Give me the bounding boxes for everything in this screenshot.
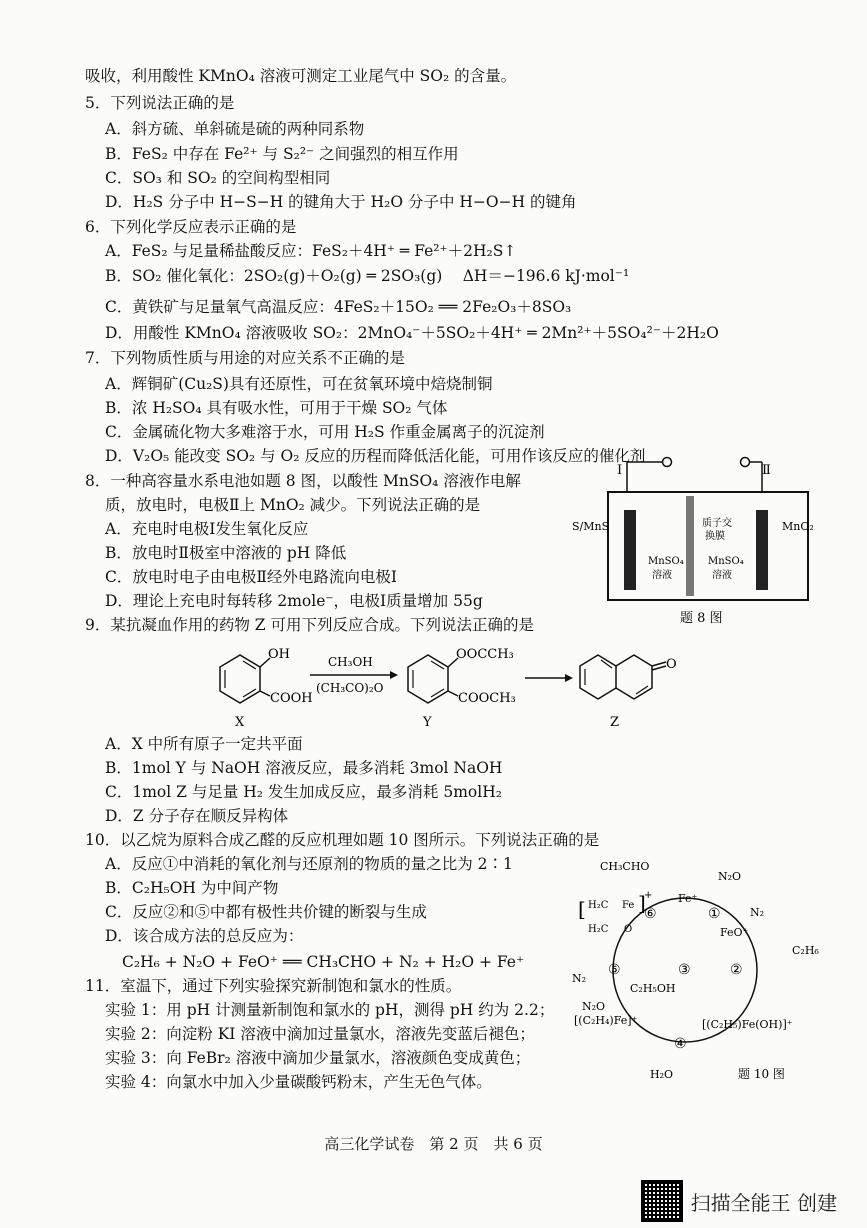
membrane-label-1: 质子交 [702, 518, 732, 529]
text-line-l12: A．辉铜矿(Cu₂S)具有还原性，可在贫氧环境中焙烧制铜 [105, 375, 493, 393]
right-electrode-label: MnO₂ [782, 520, 814, 533]
text-line-l31: D．该合成方法的总反应为： [105, 927, 304, 945]
text-line-l33: 11．室温下，通过下列实验探究新制饱和氯水的性质。 [85, 977, 462, 995]
text-line-l27: 10．以乙烷为原料合成乙醛的反应机理如题 10 图所示。下列说法正确的是 [85, 831, 600, 849]
compound-z-label: Z [610, 715, 620, 730]
mechanism-figure [570, 850, 835, 1090]
electrode-1-label: Ⅰ [617, 463, 623, 478]
ethane-label: C₂H₆ [792, 944, 819, 957]
fig8-caption: 题 8 图 [680, 611, 723, 626]
acetaldehyde-label: CH₃CHO [600, 860, 650, 873]
feo-plus-label: FeO⁺ [720, 926, 749, 939]
water-label: H₂O [650, 1068, 674, 1081]
right-solution-2: 溶液 [712, 570, 732, 581]
text-line-l03: B．FeS₂ 中存在 Fe²⁺ 与 S₂²⁻ 之间强烈的相互作用 [105, 145, 459, 163]
ring-fe: Fe [622, 900, 635, 911]
text-line-l09: C．黄铁矿与足量氧气高温反应：4FeS₂＋15O₂ ══ 2Fe₂O₃＋8SO₃ [105, 298, 572, 316]
ethylene-fe-label: [(C₂H₄)Fe]⁺ [574, 1014, 638, 1027]
text-line-l28: A．反应①中消耗的氧化剂与还原剂的物质的量之比为 2∶1 [105, 855, 513, 873]
electrode-2 [756, 510, 768, 590]
fig10-caption: 题 10 图 [738, 1067, 785, 1081]
text-line-l29: B．C₂H₅OH 为中间产物 [105, 879, 279, 897]
text-line-l01: 5．下列说法正确的是 [85, 94, 235, 112]
compound-x-label: X [235, 715, 245, 730]
n2-left-label: N₂ [572, 972, 587, 985]
text-line-l00: 吸收，利用酸性 KMnO₄ 溶液可测定工业尾气中 SO₂ 的含量。 [85, 67, 517, 85]
text-line-l26: D．Z 分子存在顺反异构体 [105, 807, 289, 825]
electrode-2-label: Ⅱ [762, 463, 771, 478]
text-line-l37: 实验 4：向氯水中加入少量碳酸钙粉末，产生无色气体。 [105, 1073, 492, 1091]
ring-charge: + [644, 890, 653, 901]
left-electrode-label: S/MnS [572, 520, 610, 533]
text-line-l07: A．FeS₂ 与足量稀盐酸反应：FeS₂＋4H⁺ ═ Fe²⁺＋2H₂S↑ [105, 242, 517, 260]
text-line-l15: D．V₂O₅ 能改变 SO₂ 与 O₂ 反应的历程而降低活化能，可用作该反应的催化剂 [105, 447, 646, 465]
fe-plus-label: Fe⁺ [678, 892, 698, 905]
step-2: ② [730, 962, 743, 978]
text-line-l32: C₂H₆ + N₂O + FeO⁺ ══ CH₃CHO + N₂ + H₂O + Fe⁺ [122, 953, 525, 971]
ethanol-label: C₂H₅OH [630, 982, 676, 995]
y-ester-bottom: COOCH₃ [458, 691, 516, 706]
text-line-l14: C．金属硫化物大多难溶于水，可用 H₂S 作重金属离子的沉淀剂 [105, 423, 545, 441]
text-line-l17: 质，放电时，电极Ⅱ上 MnO₂ 减少。下列说法正确的是 [105, 496, 481, 514]
ring-h2c-bottom: H₂C [588, 924, 609, 935]
text-line-l05: D．H₂S 分子中 H−S−H 的键角大于 H₂O 分子中 H−O−H 的键角 [105, 193, 577, 211]
n2-top-label: N₂ [750, 906, 765, 919]
text-line-l21: D．理论上充电时每转移 2mole⁻，电极Ⅰ质量增加 55g [105, 592, 483, 610]
text-line-l36: 实验 3：向 FeBr₂ 溶液中滴加少量氯水，溶液颜色变成黄色； [105, 1049, 531, 1067]
n2o-left-label: N₂O [582, 1000, 606, 1013]
watermark-text: 扫描全能王 创建 [690, 1190, 837, 1215]
x-cooh-label: COOH [270, 691, 313, 706]
text-line-l18: A．充电时电极Ⅰ发生氧化反应 [105, 520, 309, 538]
text-line-l20: C．放电时电子由电极Ⅱ经外电路流向电极Ⅰ [105, 568, 398, 586]
text-line-l34: 实验 1：用 pH 计测量新制饱和氯水的 pH，测得 pH 约为 2.2； [105, 1001, 555, 1019]
text-line-l24: B．1mol Y 与 NaOH 溶液反应，最多消耗 3mol NaOH [105, 759, 503, 777]
ring-o: O [624, 924, 633, 935]
right-solution-1: MnSO₄ [708, 556, 744, 567]
left-solution-2: 溶液 [652, 570, 672, 581]
text-line-l06: 6．下列化学反应表示正确的是 [85, 218, 297, 236]
ring-h2c-top: H₂C [588, 900, 609, 911]
left-solution-1: MnSO₄ [648, 556, 684, 567]
page-footer: 高三化学试卷 第 2 页 共 6 页 [324, 1135, 543, 1153]
text-line-l35: 实验 2：向淀粉 KI 溶液中滴加过量氯水，溶液先变蓝后褪色； [105, 1025, 535, 1043]
battery-figure [572, 452, 832, 632]
step-3: ③ [678, 962, 691, 978]
ring-bracket-right: ] [638, 891, 646, 915]
n2o-top-label: N₂O [718, 870, 742, 883]
reagent-2: (CH₃CO)₂O [316, 681, 384, 695]
qr-code-icon [641, 1180, 683, 1222]
text-line-l25: C．1mol Z 与足量 H₂ 发生加成反应，最多消耗 5molH₂ [105, 783, 502, 801]
ring-bracket-left: [ [578, 897, 586, 921]
synthesis-figure [180, 640, 700, 735]
reagent-1: CH₃OH [328, 655, 373, 669]
text-line-l02: A．斜方硫、单斜硫是硫的两种同系物 [105, 120, 365, 138]
step-4: ④ [674, 1036, 687, 1052]
text-line-l08: B．SO₂ 催化氧化：2SO₂(g)＋O₂(g) ═ 2SO₃(g) ΔH＝−196.6 kJ·mol⁻¹ [105, 267, 630, 285]
text-line-l23: A．X 中所有原子一定共平面 [105, 735, 303, 753]
cell-container [608, 492, 808, 600]
text-line-l11: 7．下列物质性质与用途的对应关系不正确的是 [85, 349, 405, 367]
x-oh-label: OH [268, 647, 290, 662]
step-1: ① [708, 906, 721, 922]
step-5: ⑤ [608, 962, 621, 978]
ethyl-feoh-label: [(C₂H₅)Fe(OH)]⁺ [702, 1018, 793, 1031]
electrode-1 [624, 510, 636, 590]
membrane [686, 496, 694, 596]
membrane-label-2: 换膜 [705, 531, 725, 542]
text-line-l19: B．放电时Ⅱ极室中溶液的 pH 降低 [105, 544, 347, 562]
text-line-l16: 8．一种高容量水系电池如题 8 图，以酸性 MnSO₄ 溶液作电解 [85, 472, 521, 490]
scanner-watermark [641, 1180, 837, 1222]
z-carbonyl-o: O [666, 657, 677, 672]
text-line-l04: C．SO₃ 和 SO₂ 的空间构型相同 [105, 169, 331, 187]
compound-y-label: Y [423, 715, 432, 730]
text-line-l22: 9．某抗凝血作用的药物 Z 可用下列反应合成。下列说法正确的是 [85, 616, 534, 634]
text-line-l30: C．反应②和⑤中都有极性共价键的断裂与生成 [105, 903, 427, 921]
text-line-l10: D．用酸性 KMnO₄ 溶液吸收 SO₂：2MnO₄⁻＋5SO₂＋4H⁺ ═ 2Mn²⁺＋5SO₄²⁻＋2H₂O [105, 324, 719, 342]
step-6: ⑥ [644, 906, 657, 922]
text-line-l13: B．浓 H₂SO₄ 具有吸水性，可用于干燥 SO₂ 气体 [105, 399, 448, 417]
y-ester-top: OOCCH₃ [456, 647, 514, 662]
